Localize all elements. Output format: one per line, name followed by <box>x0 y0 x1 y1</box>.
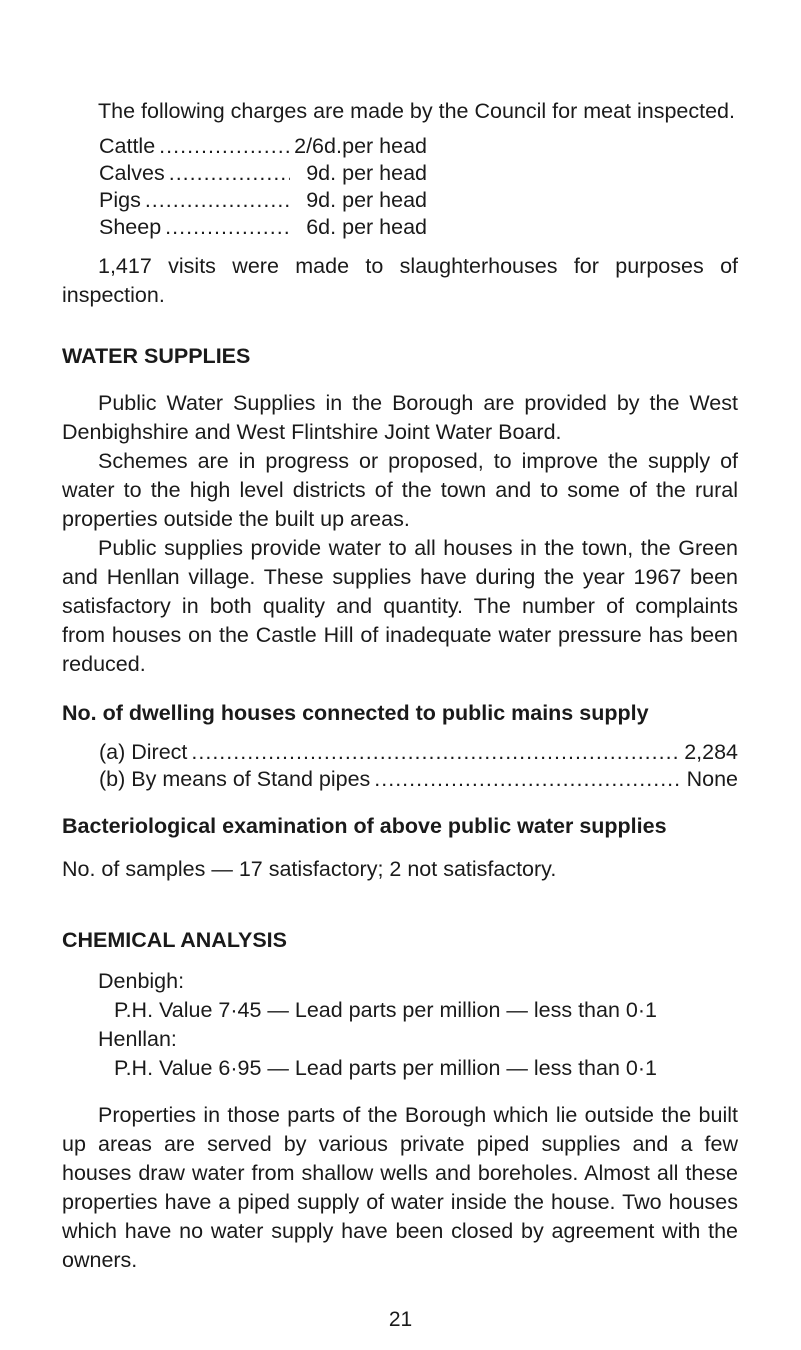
leader-dots <box>145 186 290 215</box>
leader-dots <box>169 159 290 188</box>
water-paragraph-3: Public supplies provide water to all houses in the town, the Green and Henllan village. These supplies have during the year 1967 been satisfactory in both quality and quantity. The number of complaints from houses on the Castle Hill of inadequate water pressure has been reduced. <box>62 536 738 676</box>
chem-result-henllan: P.H. Value 6·95 — Lead parts per million — less than 0·1 <box>114 1056 657 1080</box>
charge-animal: Cattle <box>99 134 156 158</box>
properties-paragraph: Properties in those parts of the Borough which lie outside the built up areas are served by various private piped supplies and a few houses draw water from shallow wells and boreholes. Almost all these properties have a piped supply of water inside the house. Two houses which have no water supply have been closed by agreement with the owners. <box>62 1103 738 1272</box>
leader-dots <box>374 765 682 794</box>
charge-unit: per head <box>342 215 427 239</box>
charge-animal: Calves <box>99 161 165 185</box>
charge-row <box>99 186 427 213</box>
mains-row <box>99 738 738 765</box>
leader-dots <box>191 738 680 767</box>
water-supplies-heading: WATER SUPPLIES <box>62 344 251 368</box>
charge-row <box>99 213 427 240</box>
chemical-analysis-heading: CHEMICAL ANALYSIS <box>62 928 287 952</box>
charge-amount: 9d. <box>306 188 337 212</box>
charge-row <box>99 159 427 186</box>
mains-value: 2,284 <box>684 740 738 764</box>
water-paragraph-2: Schemes are in progress or proposed, to improve the supply of water to the high level districts of the town and to some of the rural properties outside the built up areas. <box>62 449 738 531</box>
charge-unit: per head <box>342 134 427 158</box>
intro-paragraph: The following charges are made by the Council for meat inspected. <box>98 99 735 123</box>
charge-amount: 6d. <box>306 215 337 239</box>
mains-label: (b) By means of Stand pipes <box>99 767 371 791</box>
charge-animal: Pigs <box>99 188 141 212</box>
chem-place-denbigh: Denbigh: <box>98 969 185 993</box>
bacteriological-heading: Bacteriological examination of above public water supplies <box>62 814 667 838</box>
charge-unit: per head <box>342 188 427 212</box>
chem-result-denbigh: P.H. Value 7·45 — Lead parts per million — less than 0·1 <box>114 998 657 1022</box>
chemical-analysis-list <box>98 967 738 1083</box>
samples-text: No. of samples — 17 satisfactory; 2 not satisfactory. <box>62 857 557 881</box>
charge-unit: per head <box>342 161 427 185</box>
mains-row <box>99 765 738 792</box>
charge-row <box>99 132 427 159</box>
document-page <box>62 97 738 1275</box>
charge-amount: 2/6d. <box>294 134 342 158</box>
leader-dots <box>159 132 290 161</box>
charge-animal: Sheep <box>99 215 162 239</box>
charge-amount: 9d. <box>306 161 337 185</box>
page-number: 21 <box>388 1308 413 1331</box>
mains-label: (a) Direct <box>99 740 188 764</box>
leader-dots <box>165 213 290 242</box>
water-paragraph-1: Public Water Supplies in the Borough are provided by the West Denbighshire and West Flintshire Joint Water Board. <box>62 391 738 444</box>
visits-paragraph: 1,417 visits were made to slaughterhouses for purposes of inspection. <box>62 254 738 307</box>
mains-heading: No. of dwelling houses connected to public mains supply <box>62 701 649 725</box>
chem-place-henllan: Henllan: <box>98 1027 177 1051</box>
charges-list <box>99 132 427 240</box>
mains-list <box>99 738 738 792</box>
mains-value: None <box>686 767 738 791</box>
